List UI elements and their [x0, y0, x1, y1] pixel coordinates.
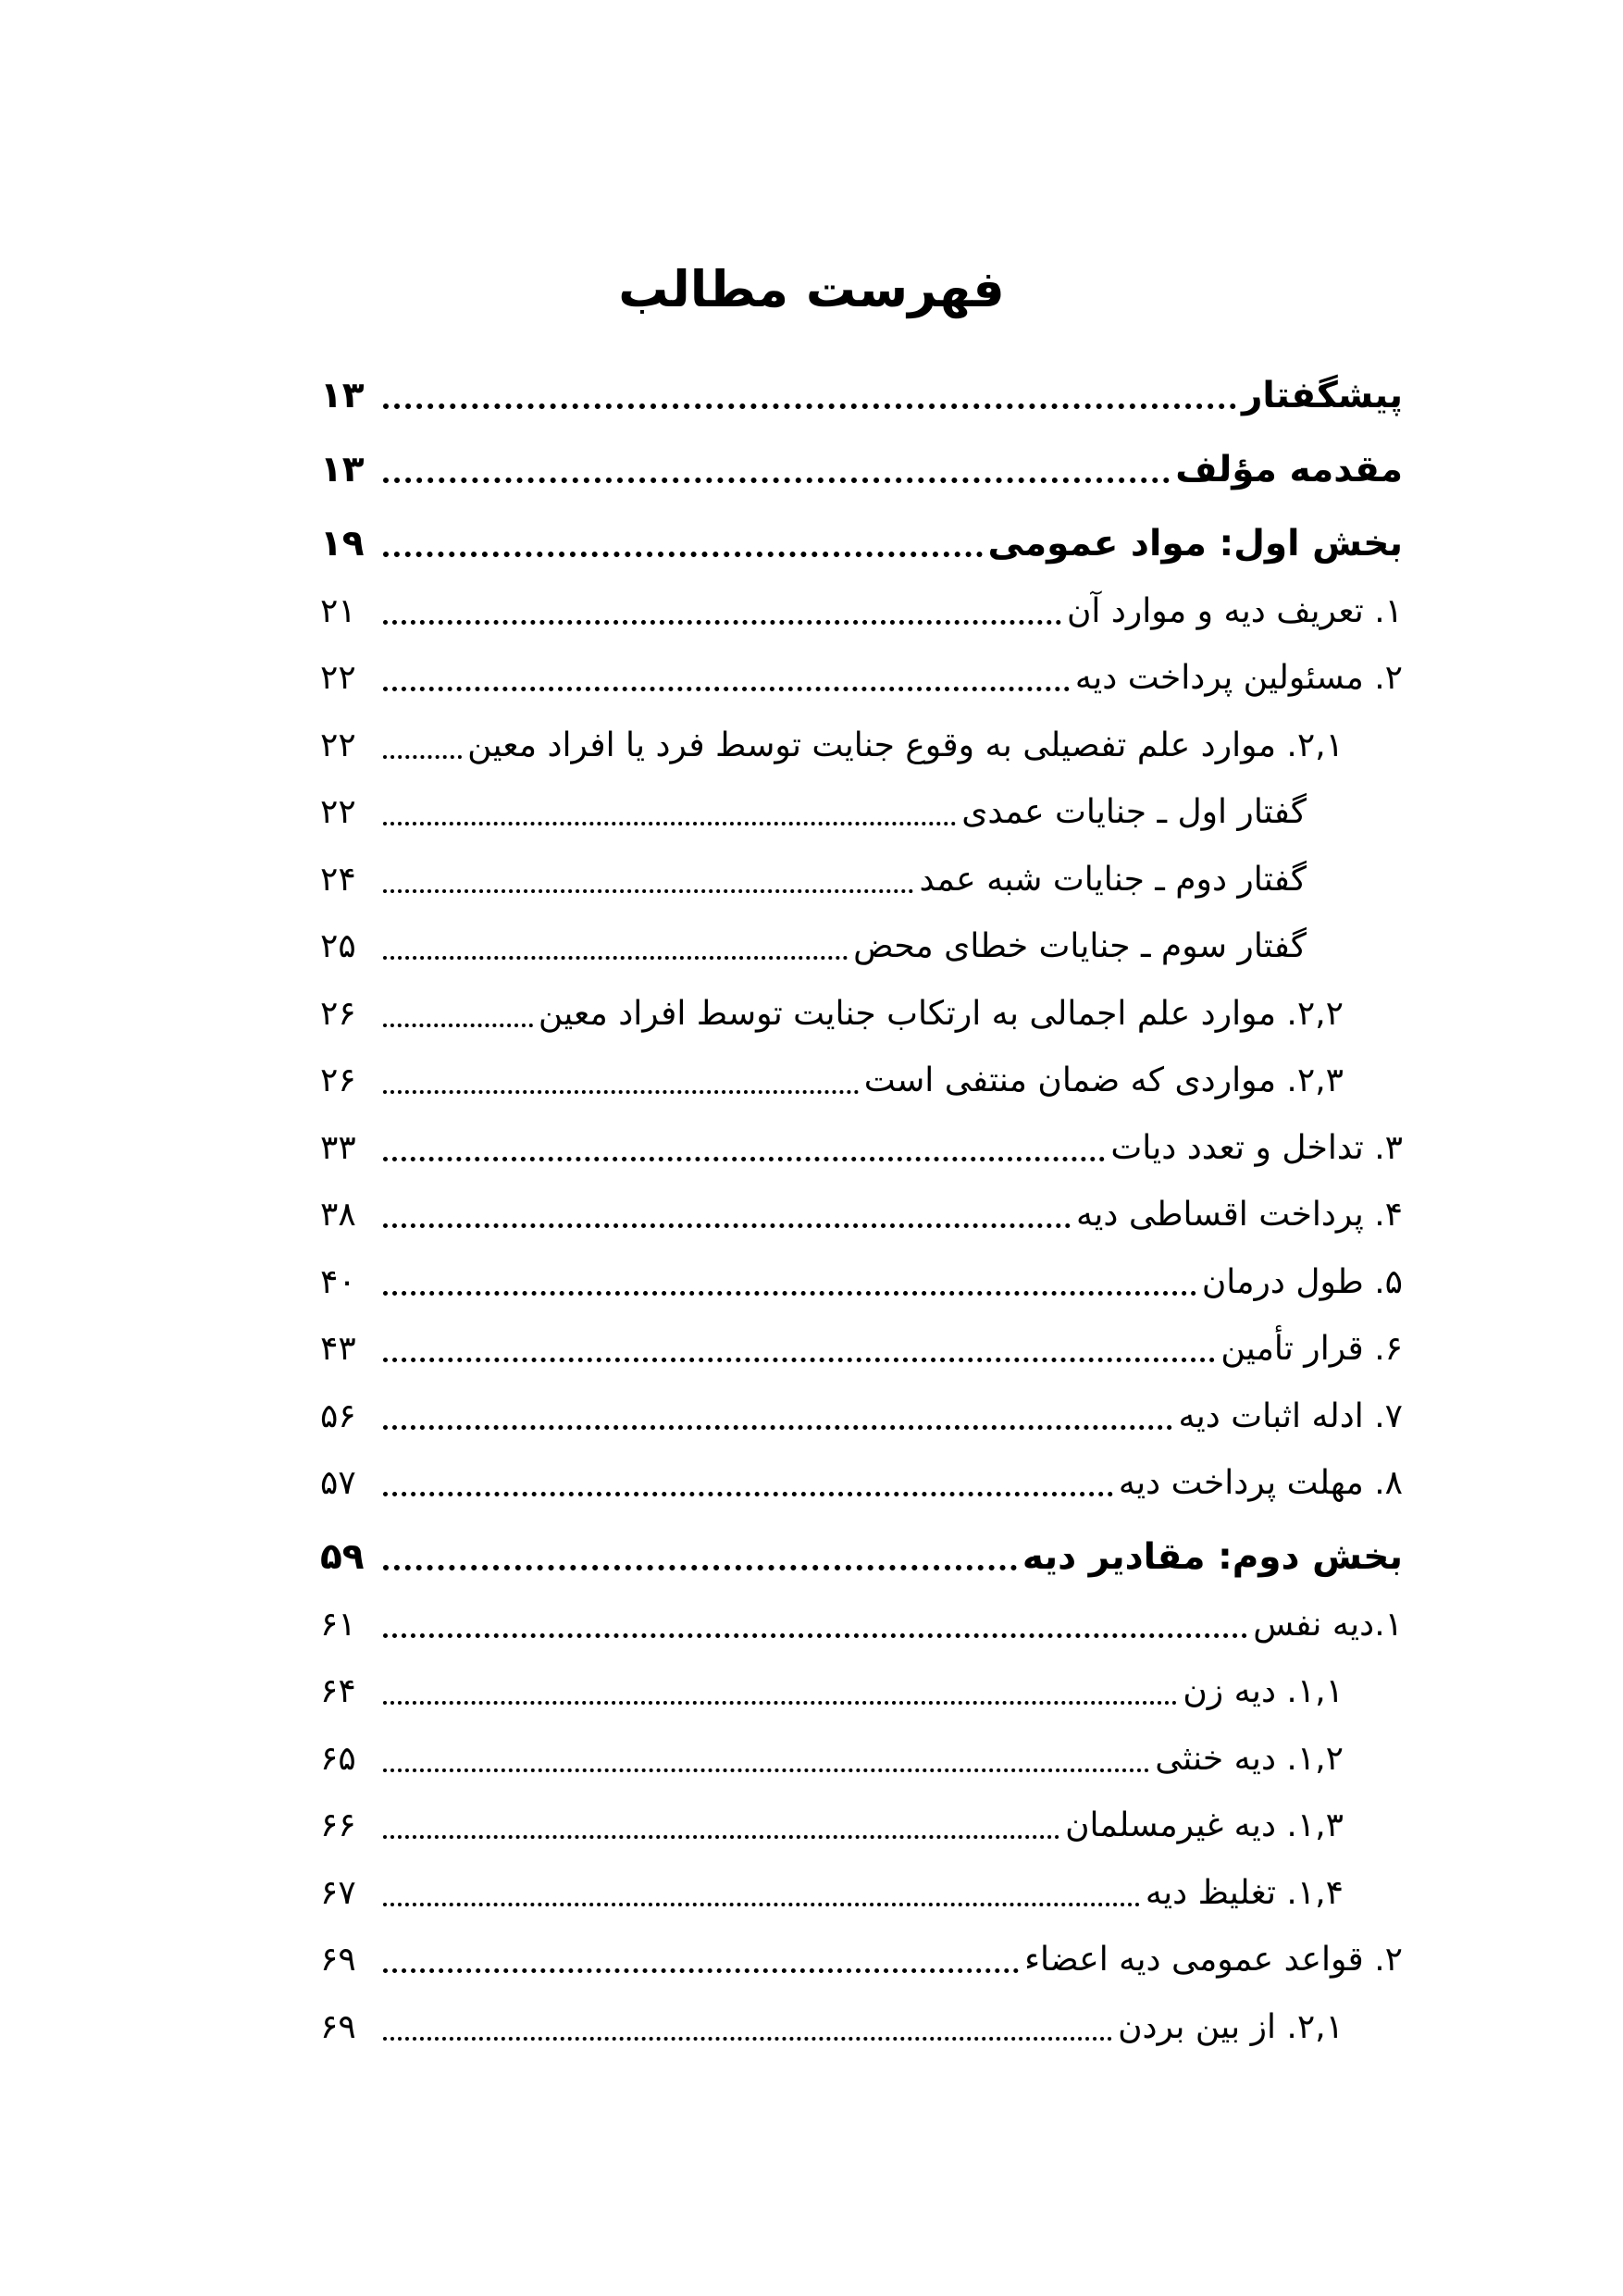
toc-page-number: ۲۲ — [320, 793, 356, 831]
toc-entry[interactable] — [320, 429, 1403, 503]
toc-entry[interactable] — [320, 1248, 1403, 1316]
toc-entry[interactable] — [320, 779, 1403, 847]
toc-entry-label: ۱,۲. دیه خنثی — [1155, 1739, 1344, 1778]
toc-page-number: ۲۶ — [320, 994, 356, 1033]
toc-page-number: ۱۹ — [320, 523, 365, 565]
toc-page-number: ۶۹ — [320, 1941, 356, 1979]
toc-entry[interactable] — [320, 503, 1403, 577]
toc-entry[interactable] — [320, 712, 1403, 779]
toc-page-number: ۱۳ — [320, 375, 365, 416]
dot-leader — [383, 1223, 1071, 1228]
toc-page-number: ۲۶ — [320, 1061, 356, 1099]
toc-entry-label: گفتار اول ـ جنایات عمدی — [961, 793, 1307, 831]
toc-entry[interactable] — [320, 1450, 1403, 1518]
toc-page-number: ۶۶ — [320, 1806, 356, 1844]
toc-entry-label: ۱.دیه نفس — [1253, 1605, 1403, 1644]
toc-page-number: ۶۹ — [320, 2007, 356, 2046]
toc-entry-label: ۱. تعریف دیه و موارد آن — [1066, 591, 1403, 630]
dot-leader — [383, 956, 848, 960]
toc-entry-label: ۱,۱. دیه زن — [1183, 1672, 1344, 1710]
toc-page-number: ۶۵ — [320, 1739, 356, 1778]
toc-entry-label: ۱,۳. دیه غیرمسلمان — [1065, 1806, 1344, 1844]
toc-entry[interactable] — [320, 1658, 1403, 1726]
toc-entry[interactable] — [320, 1993, 1403, 2061]
dot-leader — [383, 2037, 1112, 2041]
toc-entry-label: ۲,۱. موارد علم تفصیلی به وقوع جنایت توسط فرد یا افراد معین — [467, 726, 1344, 764]
dot-leader — [383, 1835, 1059, 1839]
toc-entry[interactable] — [320, 1793, 1403, 1860]
toc-entry[interactable] — [320, 846, 1403, 913]
dot-leader — [383, 1024, 533, 1027]
toc-entry[interactable] — [320, 645, 1403, 713]
toc-entry-label: پیشگفتار — [1241, 375, 1403, 416]
toc-page-number: ۴۳ — [320, 1330, 356, 1368]
toc-entry[interactable] — [320, 355, 1403, 429]
toc-entry[interactable] — [320, 980, 1403, 1048]
dot-leader — [383, 1565, 1017, 1570]
dot-leader — [383, 822, 956, 825]
toc-page-number: ۲۱ — [320, 591, 356, 630]
toc-page-number: ۶۴ — [320, 1672, 356, 1710]
toc-page-number: ۵۹ — [320, 1536, 365, 1578]
dot-leader — [383, 1633, 1247, 1638]
dot-leader — [383, 1157, 1105, 1161]
toc-entry[interactable] — [320, 1383, 1403, 1450]
dot-leader — [383, 889, 913, 893]
dot-leader — [383, 1769, 1149, 1772]
toc-page-number: ۲۲ — [320, 659, 356, 697]
toc-entry-label: ۳. تداخل و تعدد دیات — [1110, 1128, 1403, 1167]
toc-entry-label: ۶. قرار تأمین — [1220, 1330, 1403, 1368]
toc-entry[interactable] — [320, 1316, 1403, 1384]
toc-entry-label: گفتار سوم ـ جنایات خطای محض — [853, 927, 1307, 965]
toc-entry-label: ۲. قواعد عمومی دیه اعضاء — [1024, 1941, 1403, 1979]
toc-entry[interactable] — [320, 577, 1403, 645]
toc-page-number: ۴۰ — [320, 1262, 356, 1301]
toc-entry-label: ۲,۲. موارد علم اجمالی به ارتکاب جنایت توسط افراد معین — [538, 994, 1344, 1033]
dot-leader — [383, 403, 1236, 409]
toc-page-number: ۲۲ — [320, 726, 356, 764]
dot-leader — [383, 1090, 859, 1094]
toc-entry-label: گفتار دوم ـ جنایات شبه عمد — [919, 860, 1307, 899]
toc-entry-label: ۵. طول درمان — [1201, 1262, 1403, 1301]
toc-page-number: ۱۳ — [320, 449, 365, 490]
toc-page-number: ۲۴ — [320, 860, 356, 899]
toc-entry[interactable] — [320, 1182, 1403, 1249]
toc-entry-label: ۱,۴. تغلیظ دیه — [1145, 1873, 1344, 1912]
toc-entry[interactable] — [320, 1591, 1403, 1658]
dot-leader — [383, 755, 462, 759]
dot-leader — [383, 620, 1061, 625]
dot-leader — [383, 552, 983, 557]
toc-entry[interactable] — [320, 1517, 1403, 1591]
toc-page-number: ۳۸ — [320, 1196, 356, 1234]
toc-entry[interactable] — [320, 1725, 1403, 1793]
dot-leader — [383, 1358, 1215, 1362]
toc-entry-label: ۲,۳. مواردی که ضمان منتفی است — [863, 1061, 1344, 1099]
toc-entry-label: ۸. مهلت پرداخت دیه — [1118, 1464, 1403, 1502]
dot-leader — [383, 687, 1070, 691]
toc-entry-label: ۲. مسئولین پرداخت دیه — [1074, 659, 1403, 697]
toc-page-number: ۵۷ — [320, 1464, 356, 1502]
dot-leader — [383, 1701, 1177, 1705]
dot-leader — [383, 478, 1170, 483]
toc-entry[interactable] — [320, 1927, 1403, 1994]
toc-entry-label: بخش دوم: مقادیر دیه — [1022, 1536, 1403, 1578]
toc-page-number: ۶۷ — [320, 1873, 356, 1912]
dot-leader — [383, 1968, 1019, 1973]
table-of-contents — [320, 355, 1403, 2061]
toc-entry-label: ۴. پرداخت اقساطی دیه — [1076, 1196, 1403, 1234]
toc-entry-label: ۲,۱. از بین بردن — [1118, 2007, 1344, 2046]
dot-leader — [383, 1492, 1113, 1496]
toc-entry[interactable] — [320, 913, 1403, 981]
toc-page-number: ۵۶ — [320, 1396, 356, 1435]
toc-page-number: ۲۵ — [320, 927, 356, 965]
toc-entry-label: بخش اول: مواد عمومی — [987, 523, 1403, 565]
dot-leader — [383, 1291, 1196, 1296]
dot-leader — [383, 1425, 1172, 1430]
dot-leader — [383, 1903, 1140, 1906]
toc-entry[interactable] — [320, 1859, 1403, 1927]
toc-entry[interactable] — [320, 1048, 1403, 1115]
toc-page-number: ۶۱ — [320, 1605, 356, 1644]
toc-page-number: ۳۳ — [320, 1128, 356, 1167]
toc-entry-label: مقدمه مؤلف — [1175, 449, 1403, 490]
page-title: فهرست مطالب — [618, 260, 1005, 318]
toc-entry-label: ۷. ادله اثبات دیه — [1178, 1396, 1403, 1435]
toc-entry[interactable] — [320, 1114, 1403, 1182]
